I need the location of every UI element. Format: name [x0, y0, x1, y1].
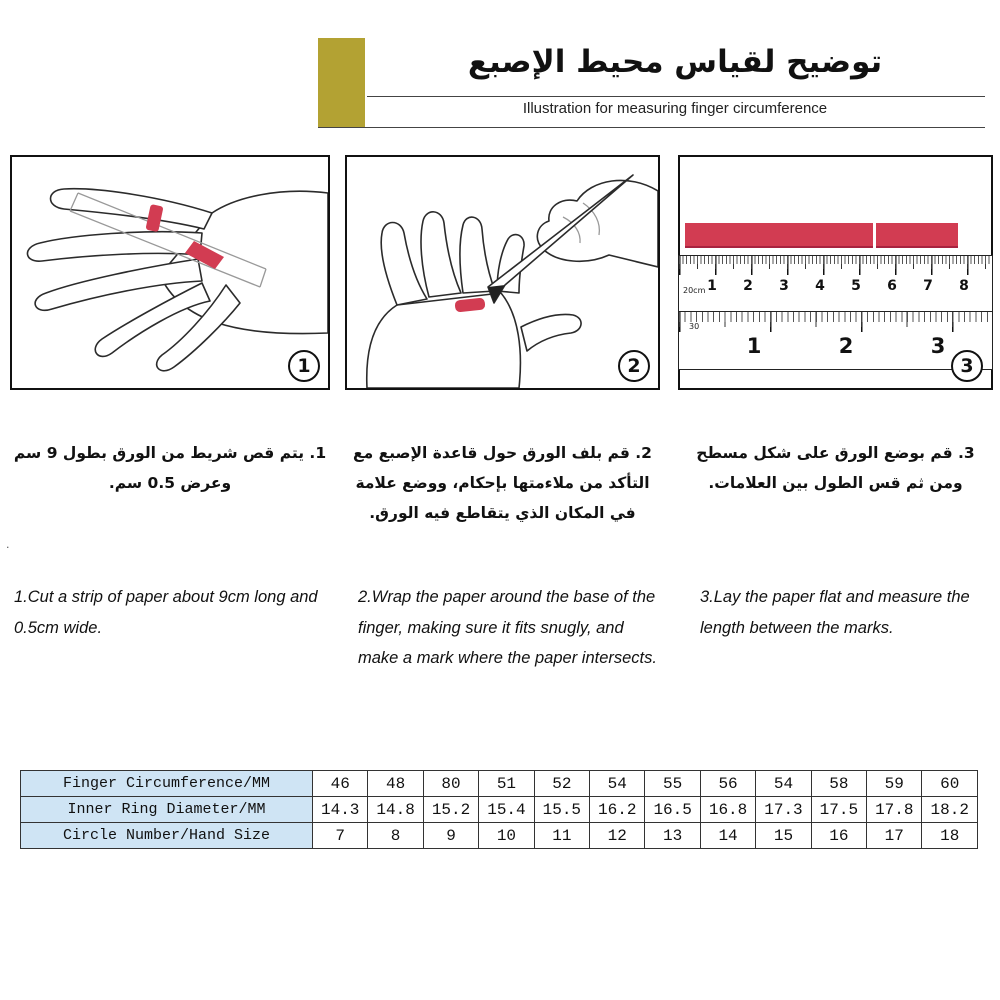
page-title-arabic: توضيح لقياس محيط الإصبع — [467, 44, 883, 80]
table-cell: 80 — [423, 771, 478, 797]
illustration-step1-panel — [10, 155, 330, 390]
upper-hand-holding-pen — [537, 180, 658, 267]
table-row-label: Finger Circumference/MM — [21, 771, 313, 797]
red-paper-strip-right — [876, 223, 958, 248]
hand-with-paper-strip-drawing — [12, 157, 328, 388]
inch-number-3: 3 — [930, 334, 946, 358]
illustration-step2-panel — [345, 155, 660, 390]
cm-number-1: 1 — [707, 278, 717, 294]
table-cell: 13 — [645, 823, 700, 849]
table-cell: 11 — [534, 823, 589, 849]
table-cell: 56 — [700, 771, 755, 797]
lower-hand-finger-1 — [381, 223, 427, 306]
inch-ruler — [678, 311, 993, 370]
table-cell: 59 — [867, 771, 922, 797]
inch-unit-label: 30 — [689, 322, 700, 331]
page-subtitle-english: Illustration for measuring finger circumference — [522, 100, 828, 117]
cm-number-3: 3 — [779, 278, 789, 294]
table-cell: 8 — [368, 823, 423, 849]
gold-accent-bar — [318, 38, 365, 127]
table-cell: 52 — [534, 771, 589, 797]
cm-number-2: 2 — [743, 278, 753, 294]
table-cell: 17 — [867, 823, 922, 849]
table-cell: 14.3 — [313, 797, 368, 823]
table-row-label: Circle Number/Hand Size — [21, 823, 313, 849]
table-cell: 10 — [479, 823, 534, 849]
cm-number-5: 5 — [851, 278, 861, 294]
header-divider-top — [367, 96, 985, 97]
lower-hand-finger-3 — [460, 217, 495, 293]
cm-number-8: 8 — [959, 278, 969, 294]
table-cell: 54 — [756, 771, 811, 797]
table-cell: 48 — [368, 771, 423, 797]
table-row-diameter — [21, 797, 978, 823]
header-divider-bottom — [318, 127, 985, 128]
lower-hand-palm — [367, 293, 521, 388]
table-cell: 7 — [313, 823, 368, 849]
table-cell: 18.2 — [922, 797, 978, 823]
step-2-badge: 2 — [618, 350, 650, 382]
step-3-badge: 3 — [951, 350, 983, 382]
table-cell: 54 — [590, 771, 645, 797]
table-cell: 15 — [756, 823, 811, 849]
table-cell: 16.2 — [590, 797, 645, 823]
lower-hand-finger-2 — [421, 212, 461, 297]
table-cell: 46 — [313, 771, 368, 797]
cm-unit-label: 20cm — [683, 286, 706, 295]
hand-marking-with-pen-drawing — [347, 157, 658, 388]
table-cell: 51 — [479, 771, 534, 797]
table-row-label: Inner Ring Diameter/MM — [21, 797, 313, 823]
table-cell: 18 — [922, 823, 978, 849]
table-cell: 16 — [811, 823, 866, 849]
table-row-circumference — [21, 771, 978, 797]
table-cell: 15.4 — [479, 797, 534, 823]
table-cell: 14 — [700, 823, 755, 849]
table-cell: 60 — [922, 771, 978, 797]
table-cell: 15.5 — [534, 797, 589, 823]
table-cell: 16.5 — [645, 797, 700, 823]
inch-number-2: 2 — [838, 334, 854, 358]
centimeter-ruler — [678, 255, 993, 313]
table-cell: 9 — [423, 823, 478, 849]
ring-size-table — [20, 770, 978, 849]
step-2-instruction-english: 2.Wrap the paper around the base of the finger, making sure it fits snugly, and make a mark where the paper intersects. — [358, 588, 657, 668]
step-1-instruction-english: 1.Cut a strip of paper about 9cm long and 0.5cm wide. — [14, 588, 318, 637]
inch-number-1: 1 — [746, 334, 762, 358]
table-cell: 12 — [590, 823, 645, 849]
cm-number-4: 4 — [815, 278, 825, 294]
cm-number-6: 6 — [887, 278, 897, 294]
lower-hand-thumb — [521, 315, 581, 352]
illustration-step3-panel — [678, 155, 993, 390]
table-cell: 17.3 — [756, 797, 811, 823]
table-cell: 17.5 — [811, 797, 866, 823]
step-3-instruction-english: 3.Lay the paper flat and measure the length between the marks. — [700, 588, 970, 637]
table-cell: 55 — [645, 771, 700, 797]
step-2-instruction-arabic: 2. قم بلف الورق حول قاعدة الإصبع مع التأكد من ملاءمتها بإحكام، ووضع علامة في المكان الذي يتقاطع فيه الورق. — [353, 444, 652, 523]
stray-mark: . — [6, 538, 10, 551]
table-cell: 17.8 — [867, 797, 922, 823]
step-3-instruction-arabic: 3. قم بوضع الورق على شكل مسطح ومن ثم قس الطول بين العلامات. — [696, 444, 975, 493]
red-paper-strip-left — [685, 223, 873, 248]
table-cell: 58 — [811, 771, 866, 797]
index-finger — [51, 189, 213, 229]
cm-number-7: 7 — [923, 278, 933, 294]
table-cell: 15.2 — [423, 797, 478, 823]
table-row-hand-size — [21, 823, 978, 849]
step-1-badge: 1 — [288, 350, 320, 382]
step-1-instruction-arabic: 1. يتم قص شريط من الورق بطول 9 سم وعرض 0.5 سم. — [13, 444, 327, 493]
table-cell: 16.8 — [700, 797, 755, 823]
table-cell: 14.8 — [368, 797, 423, 823]
